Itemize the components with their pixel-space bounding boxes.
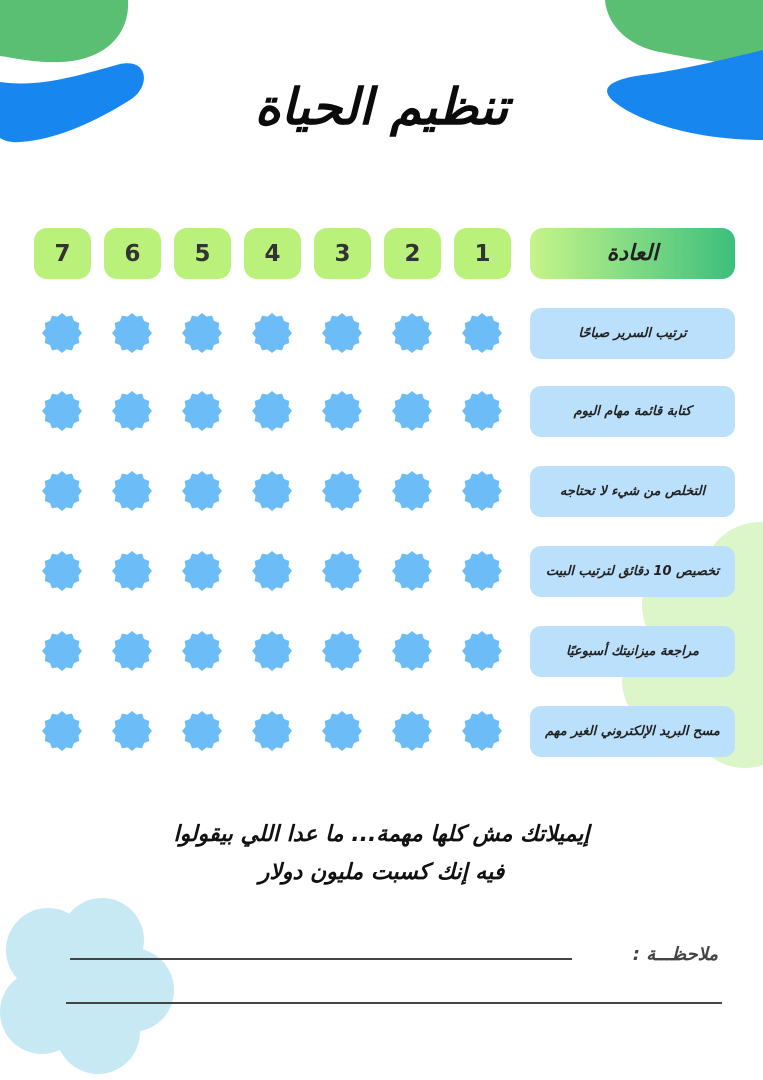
habit-4-day-5-checkbox[interactable] xyxy=(182,551,222,591)
day-header-2: 2 xyxy=(384,228,441,279)
habit-2-day-3-checkbox[interactable] xyxy=(322,391,362,431)
habit-1-day-6-checkbox[interactable] xyxy=(112,313,152,353)
habit-1-day-5-checkbox[interactable] xyxy=(182,313,222,353)
day-header-3: 3 xyxy=(314,228,371,279)
habit-3-day-4-checkbox[interactable] xyxy=(252,471,292,511)
top-right-green-blob xyxy=(605,0,763,64)
quote-line-1: إيميلاتك مش كلها مهمة... ما عدا اللي بيقولوا xyxy=(173,822,590,847)
light-blue-flower xyxy=(0,898,174,1074)
quote xyxy=(0,816,763,892)
habit-row-2: كتابة قائمة مهام اليوم xyxy=(530,386,735,437)
habit-row-5: مراجعة ميزانيتك أسبوعيًا xyxy=(530,626,735,677)
habit-row-3: التخلص من شيء لا تحتاجه xyxy=(530,466,735,517)
habit-5-day-2-checkbox[interactable] xyxy=(392,631,432,671)
habit-5-day-4-checkbox[interactable] xyxy=(252,631,292,671)
habit-4-day-2-checkbox[interactable] xyxy=(392,551,432,591)
habit-2-day-2-checkbox[interactable] xyxy=(392,391,432,431)
habit-4-day-1-checkbox[interactable] xyxy=(462,551,502,591)
quote-line-2: فيه إنك كسبت مليون دولار xyxy=(258,860,505,885)
habit-6-day-6-checkbox[interactable] xyxy=(112,711,152,751)
habit-column-header: العادة xyxy=(530,228,735,279)
habit-4-day-3-checkbox[interactable] xyxy=(322,551,362,591)
day-header-1: 1 xyxy=(454,228,511,279)
habit-6-day-1-checkbox[interactable] xyxy=(462,711,502,751)
day-header-5: 5 xyxy=(174,228,231,279)
habit-2-day-7-checkbox[interactable] xyxy=(42,391,82,431)
note-line-2[interactable] xyxy=(66,1002,722,1004)
habit-5-day-6-checkbox[interactable] xyxy=(112,631,152,671)
habit-3-day-5-checkbox[interactable] xyxy=(182,471,222,511)
habit-5-day-7-checkbox[interactable] xyxy=(42,631,82,671)
habit-6-day-3-checkbox[interactable] xyxy=(322,711,362,751)
habit-1-day-3-checkbox[interactable] xyxy=(322,313,362,353)
habit-6-day-4-checkbox[interactable] xyxy=(252,711,292,751)
habit-1-day-2-checkbox[interactable] xyxy=(392,313,432,353)
habit-2-day-5-checkbox[interactable] xyxy=(182,391,222,431)
habit-4-day-7-checkbox[interactable] xyxy=(42,551,82,591)
habit-5-day-1-checkbox[interactable] xyxy=(462,631,502,671)
note-line-1[interactable] xyxy=(70,958,572,960)
habit-1-day-4-checkbox[interactable] xyxy=(252,313,292,353)
day-header-7: 7 xyxy=(34,228,91,279)
habit-6-day-5-checkbox[interactable] xyxy=(182,711,222,751)
habit-5-day-3-checkbox[interactable] xyxy=(322,631,362,671)
page-title: تنظيم الحياة xyxy=(254,78,509,136)
habit-2-day-4-checkbox[interactable] xyxy=(252,391,292,431)
day-header-6: 6 xyxy=(104,228,161,279)
habit-row-4: تخصيص 10 دقائق لترتيب البيت xyxy=(530,546,735,597)
habit-6-day-7-checkbox[interactable] xyxy=(42,711,82,751)
day-header-4: 4 xyxy=(244,228,301,279)
habit-3-day-2-checkbox[interactable] xyxy=(392,471,432,511)
habit-5-day-5-checkbox[interactable] xyxy=(182,631,222,671)
top-left-green-blob xyxy=(0,0,128,62)
habit-3-day-7-checkbox[interactable] xyxy=(42,471,82,511)
habit-3-day-3-checkbox[interactable] xyxy=(322,471,362,511)
habit-1-day-7-checkbox[interactable] xyxy=(42,313,82,353)
note-label: ملاحظـــة : xyxy=(632,944,718,965)
habit-3-day-6-checkbox[interactable] xyxy=(112,471,152,511)
habit-6-day-2-checkbox[interactable] xyxy=(392,711,432,751)
habit-2-day-1-checkbox[interactable] xyxy=(462,391,502,431)
habit-2-day-6-checkbox[interactable] xyxy=(112,391,152,431)
habit-row-6: مسح البريد الإلكتروني الغير مهم xyxy=(530,706,735,757)
habit-4-day-4-checkbox[interactable] xyxy=(252,551,292,591)
habit-4-day-6-checkbox[interactable] xyxy=(112,551,152,591)
habit-row-1: ترتيب السرير صباحًا xyxy=(530,308,735,359)
habit-1-day-1-checkbox[interactable] xyxy=(462,313,502,353)
habit-3-day-1-checkbox[interactable] xyxy=(462,471,502,511)
